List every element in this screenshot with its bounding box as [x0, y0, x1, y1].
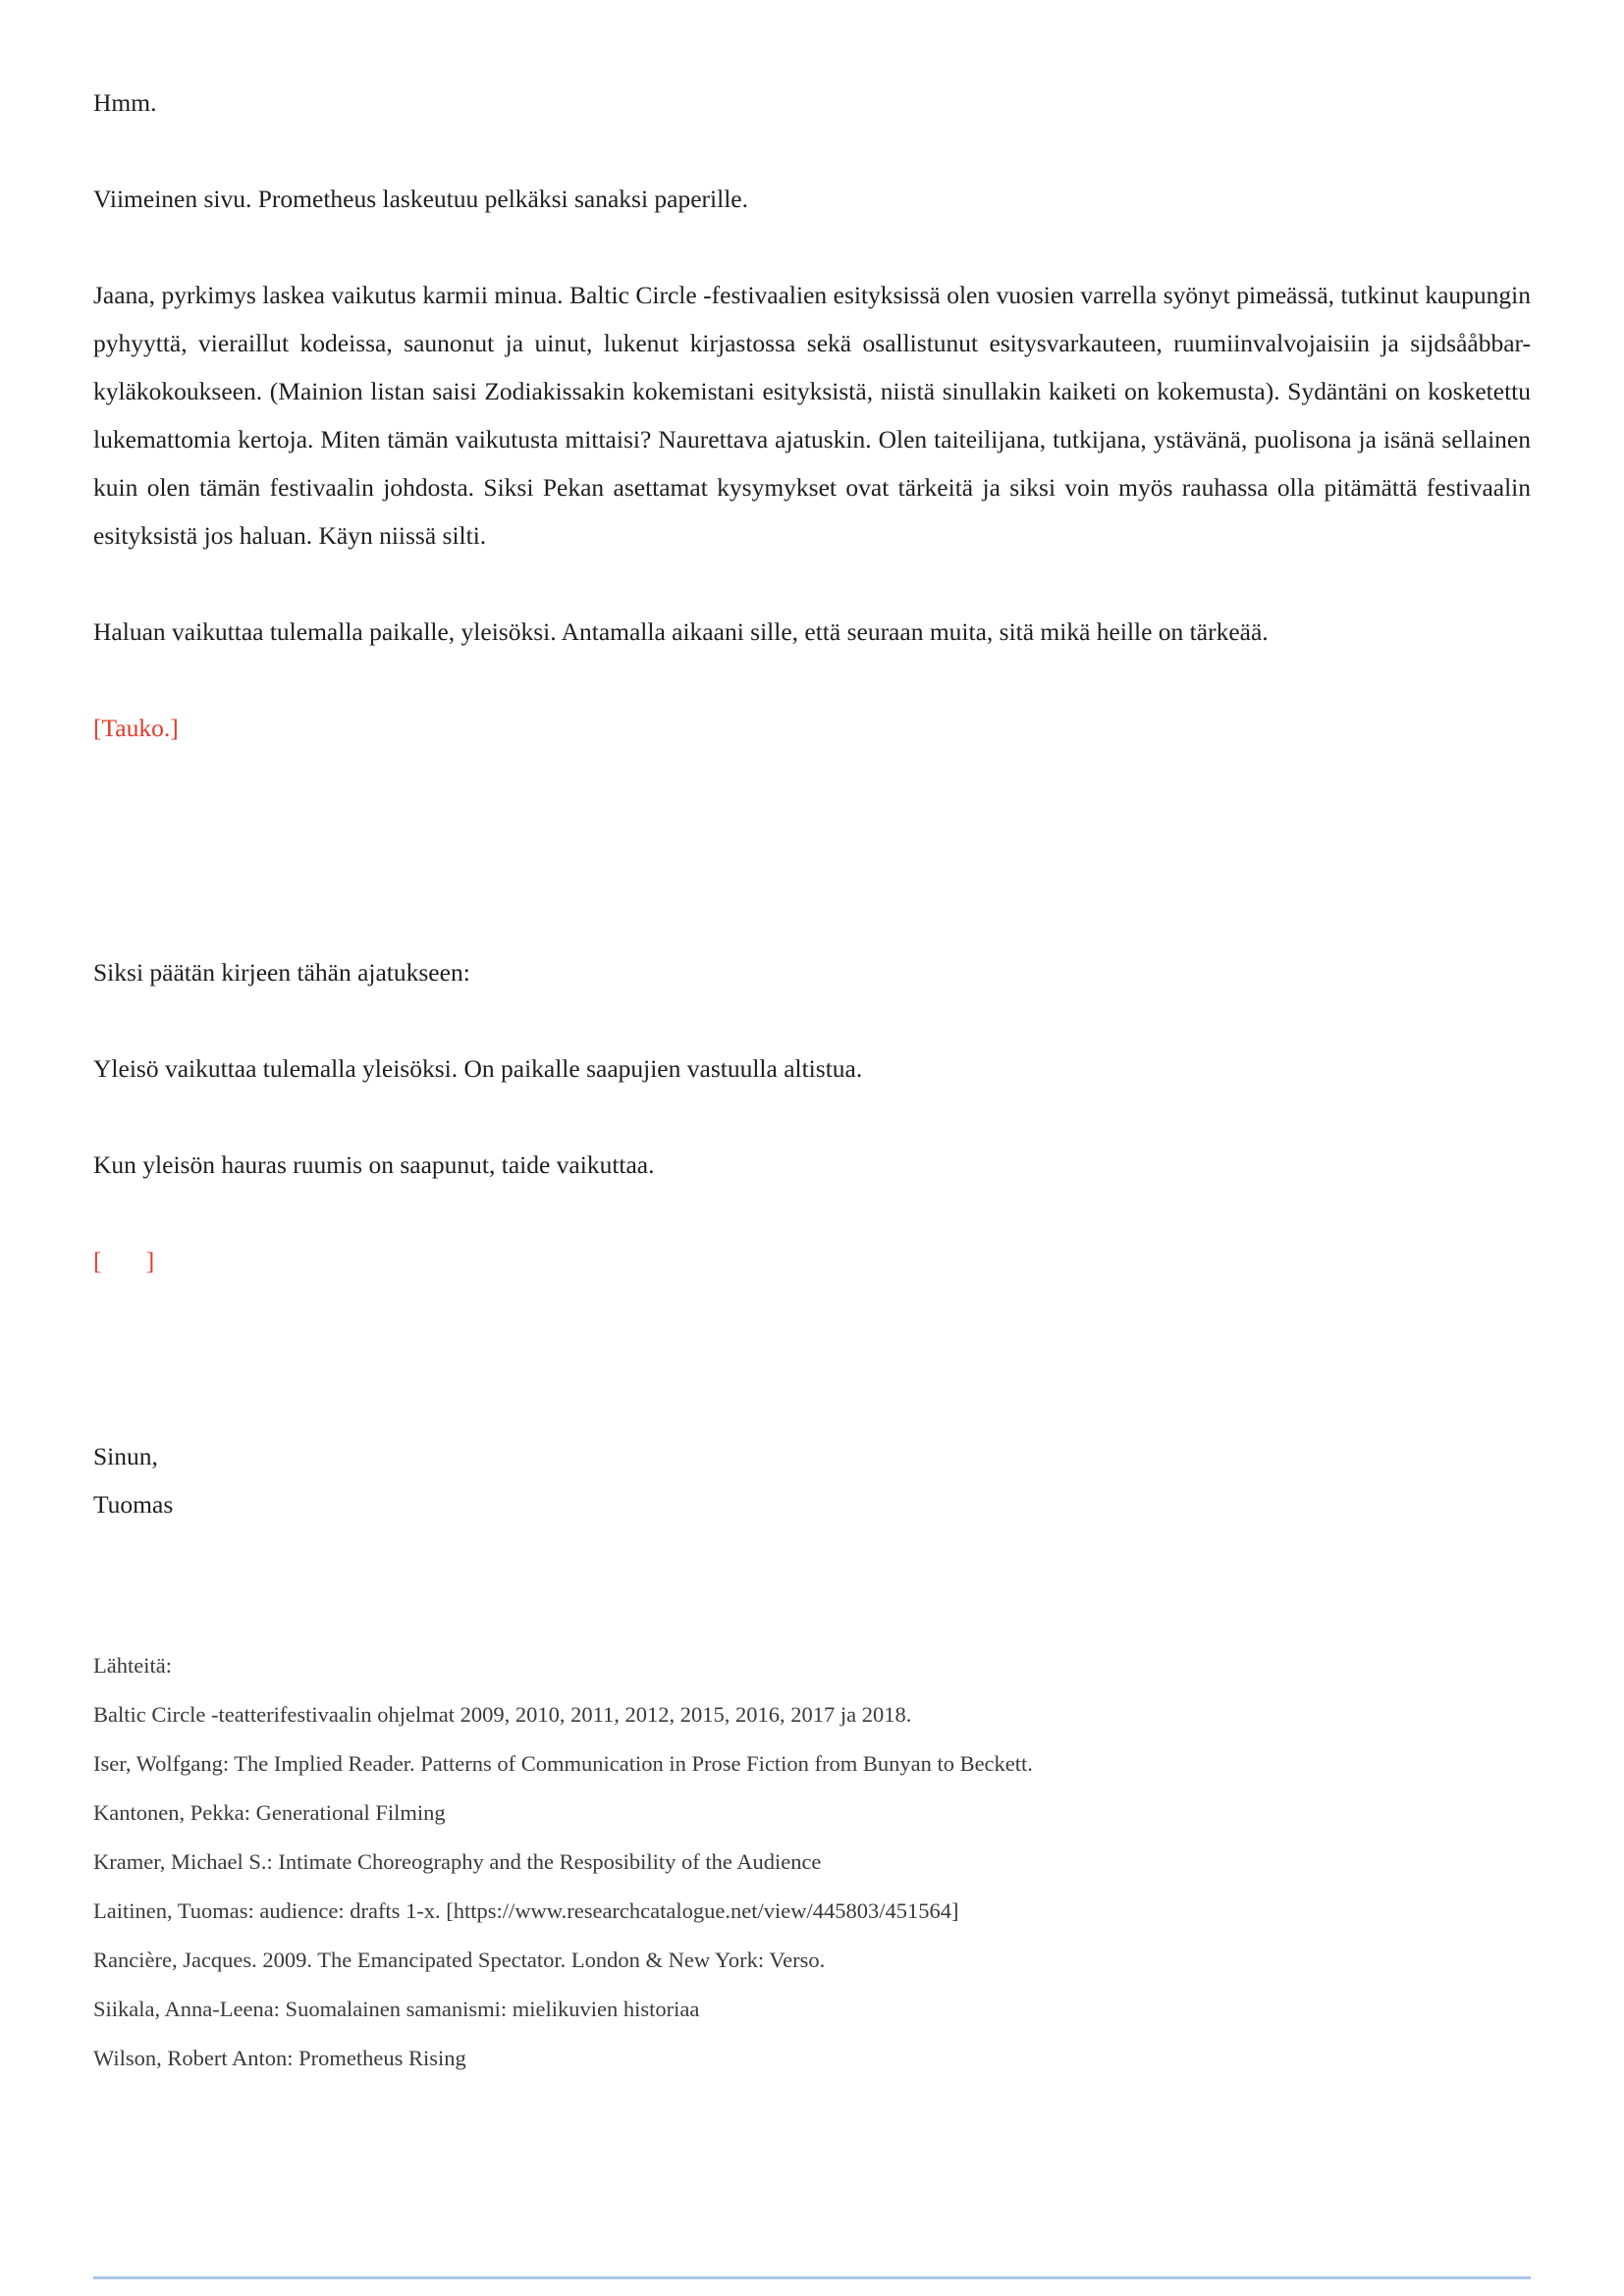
paragraph-yleiso: Yleisö vaikuttaa tulemalla yleisöksi. On paikalle saapujien vastuulla altistua. — [93, 1054, 863, 1083]
reference-item: Wilson, Robert Anton: Prometheus Rising — [93, 2046, 466, 2070]
empty-brackets-marker: [ ] — [93, 1247, 156, 1275]
signature-closing: Sinun, — [93, 1442, 158, 1470]
paragraph-last-page: Viimeinen sivu. Prometheus laskeutuu pelkäksi sanaksi paperille. — [93, 185, 748, 213]
references-heading: Lähteitä: — [93, 1653, 172, 1678]
references-section — [93, 1641, 1531, 2083]
reference-item: Kantonen, Pekka: Generational Filming — [93, 1800, 446, 1825]
reference-item: Iser, Wolfgang: The Implied Reader. Patterns of Communication in Prose Fiction from Bunyan to Beckett. — [93, 1751, 1033, 1776]
footer-rule — [93, 2276, 1531, 2279]
pause-marker: [Tauko.] — [93, 714, 179, 742]
signature-block — [93, 1432, 1531, 1528]
paragraph-haluan: Haluan vaikuttaa tulemalla paikalle, yleisöksi. Antamalla aikaani sille, että seuraan muita, sitä mikä heille on tärkeää. — [93, 617, 1269, 646]
reference-item: Kramer, Michael S.: Intimate Choreography and the Resposibility of the Audience — [93, 1849, 822, 1874]
reference-item: Baltic Circle -teatterifestivaalin ohjelmat 2009, 2010, 2011, 2012, 2015, 2016, 2017 ja 2018. — [93, 1702, 912, 1727]
signature-name: Tuomas — [93, 1490, 174, 1519]
reference-item: Siikala, Anna-Leena: Suomalainen samanismi: mielikuvien historiaa — [93, 1997, 700, 2021]
reference-item: Laitinen, Tuomas: audience: drafts 1-x. [https://www.researchcatalogue.net/view/445803/451564] — [93, 1898, 959, 1923]
paragraph-siksi: Siksi päätän kirjeen tähän ajatukseen: — [93, 958, 470, 987]
paragraph-kun: Kun yleisön hauras ruumis on saapunut, taide vaikuttaa. — [93, 1150, 655, 1179]
paragraph-hmm: Hmm. — [93, 88, 157, 117]
reference-item: Rancière, Jacques. 2009. The Emancipated Spectator. London & New York: Verso. — [93, 1948, 826, 1972]
paragraph-main: Jaana, pyrkimys laskea vaikutus karmii minua. Baltic Circle -festivaalien esityksissä olen vuosien varrella syönyt pimeässä, tutkinut kaupungin pyhyyttä, vieraillut kodeissa, saunonut ja uinut, lukenut kirjastossa sekä osallistunut esitysvarkauteen, ruumiinvalvojaisiin ja sijdsååbbar-kyläkokoukseen. (Mainion listan saisi Zodiakissakin kokemistani esityksistä, niistä sinullakin kaiketi on kokemusta). Sydäntäni on kosketettu lukemattomia kertoja. Miten tämän vaikutusta mittaisi? Naurettava ajatuskin. Olen taiteilijana, tutkijana, ystävänä, puolisona ja isänä sellainen kuin olen tämän festivaalin johdosta. Siksi Pekan asettamat kysymykset ovat tärkeitä ja siksi voin myös rauhassa olla pitämättä festivaalin esityksistä jos haluan. Käyn niissä silti. — [93, 281, 1531, 550]
